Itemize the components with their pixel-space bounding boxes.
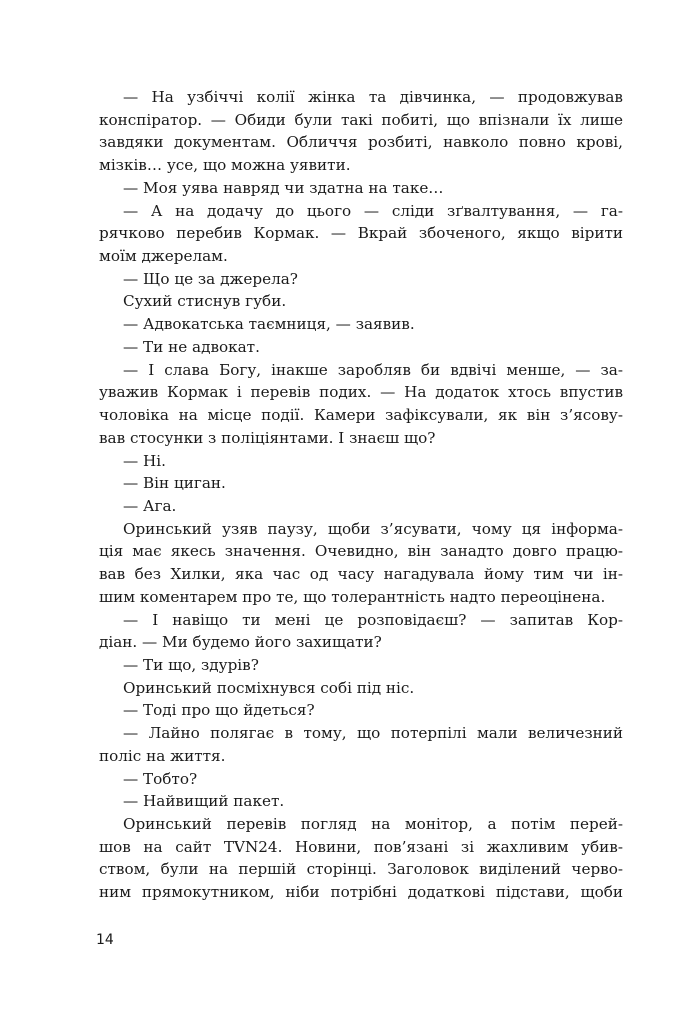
text-line: мізків… усе, що можна уявити.	[99, 156, 351, 175]
text-line: — Найвищий пакет.	[123, 792, 285, 811]
text-line: — Ага.	[123, 496, 177, 515]
text-line: шим коментарем про те, що толерантність надто переоцінена.	[99, 587, 606, 606]
text-line: діан. — Ми будемо його захищати?	[99, 633, 382, 652]
text-line: — Моя уява навряд чи здатна на таке…	[123, 178, 444, 197]
text-line: — Що це за джерела?	[123, 269, 298, 288]
text-line: уважив Кормак і перевів подих. — На додаток хтось впустив	[99, 383, 623, 402]
text-line: ція має якесь значення. Очевидно, він занадто довго працю-	[99, 542, 623, 561]
text-line: — На узбіччі колії жінка та дівчинка, — продовжував	[123, 88, 623, 106]
page-number: 14	[96, 932, 114, 948]
text-line: — Тоді про що йдеться?	[123, 701, 315, 720]
text-line: вав стосунки з поліціянтами. І знаєш що?	[99, 428, 436, 447]
text-line: вав без Хилки, яка час од часу нагадувала йому тим чи ін-	[99, 565, 623, 584]
text-line: ним прямокутником, ніби потрібні додаткові підстави, щоби	[99, 883, 623, 902]
text-line: Сухий стиснув губи.	[123, 292, 287, 311]
text-line: — І слава Богу, інакше заробляв би вдвічі менше, — за-	[123, 360, 623, 379]
text-line: шов на сайт TVN24. Новини, пов’язані зі жахливим убив-	[99, 837, 623, 856]
text-line: — Ти не адвокат.	[123, 337, 260, 356]
text-line: — Ти що, здурів?	[123, 655, 259, 674]
text-line: чоловіка на місце події. Камери зафіксували, як він з’ясову-	[99, 406, 623, 425]
text-line: — Тобто?	[123, 769, 198, 788]
text-line: — Він циган.	[123, 474, 226, 493]
text-line: завдяки документам. Обличчя розбиті, навколо повно крові,	[99, 133, 623, 152]
body-text	[99, 86, 623, 904]
text-line: — І навіщо ти мені це розповідаєш? — запитав Кор-	[123, 610, 623, 629]
text-line: — А на додачу до цього — сліди зґвалтування, — га-	[123, 201, 623, 220]
text-line: рячково перебив Кормак. — Вкрай збоченого, якщо вірити	[99, 224, 623, 243]
text-line: моїм джерелам.	[99, 247, 228, 266]
text-line: конспіратор. — Обиди були такі побиті, що впізнали їх лише	[99, 110, 623, 129]
text-line: — Лайно полягає в тому, що потерпілі мали величезний	[123, 724, 623, 743]
text-line: Оринський узяв паузу, щоби з’ясувати, чому ця інформа-	[123, 519, 623, 538]
text-line: ством, були на першій сторінці. Заголовок виділений черво-	[99, 860, 623, 879]
text-line: — Адвокатська таємниця, — заявив.	[123, 315, 415, 334]
text-line: Оринський посміхнувся собі під ніс.	[123, 678, 415, 697]
text-line: Оринський перевів погляд на монітор, а потім перей-	[123, 815, 623, 833]
text-line: — Ні.	[123, 451, 166, 470]
text-line: поліс на життя.	[99, 746, 226, 765]
